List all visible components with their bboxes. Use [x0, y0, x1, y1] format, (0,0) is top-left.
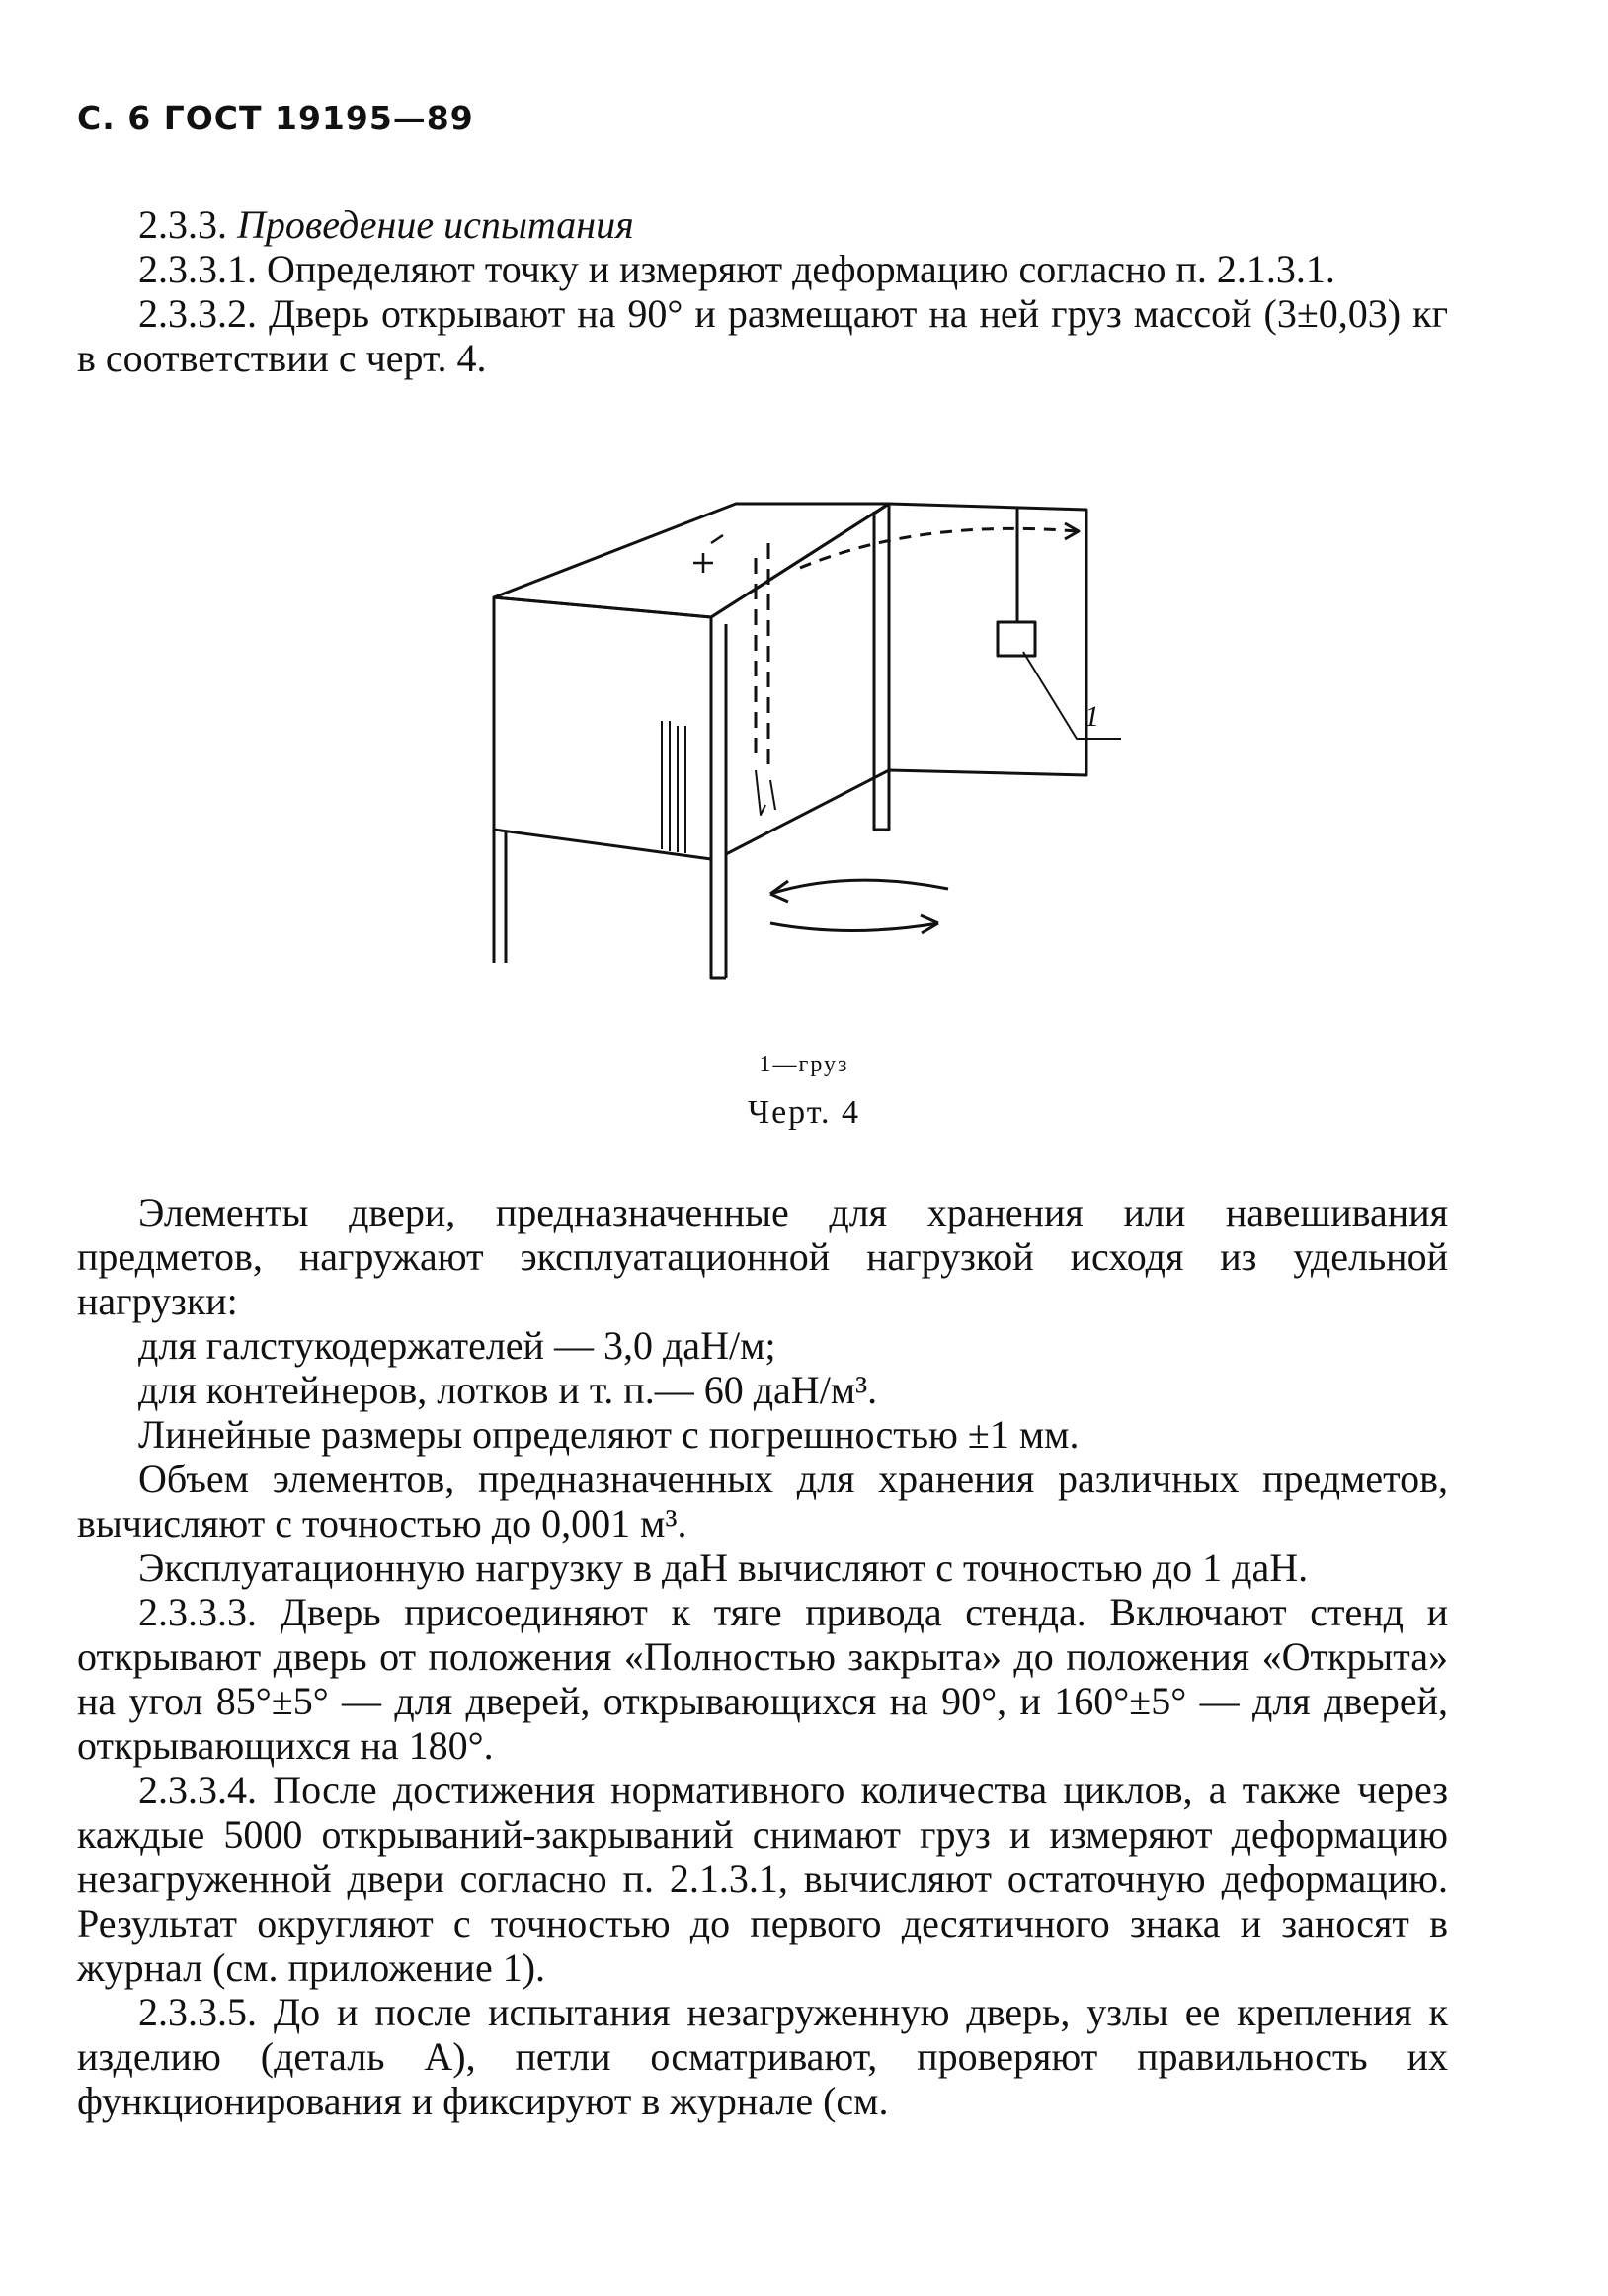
paragraph-door-elements: Элементы двери, предназначенные для хранения или навешивания предметов, нагружают эксплуатационной нагрузкой исходя из удельной нагрузки:: [77, 1190, 1448, 1323]
paragraph-2-3-3-5: 2.3.3.5. До и после испытания незагруженную дверь, узлы ее крепления к изделию (деталь А), петли осматривают, проверяют правильность их функционирования и фиксируют в журнале (см.: [77, 1990, 1448, 2123]
paragraph-2-3-3-4: 2.3.3.4. После достижения нормативного количества циклов, а также через каждые 5000 открываний-закрываний снимают груз и измеряют деформацию незагруженной двери согласно п. 2.1.3.1, вычисляют остаточную деформацию. Результат округляют с точностью до первого десятичного знака и заносят в журнал (см. приложение 1).: [77, 1768, 1448, 1990]
open-door: [889, 504, 1086, 775]
measure-cross: [693, 535, 723, 573]
top-text-block: [77, 202, 1448, 380]
paragraph-2-3-3-2: 2.3.3.2. Дверь открывают на 90° и размещают на ней груз массой (3±0,03) кг в соответствии с черт. 4.: [77, 291, 1448, 380]
closed-door-dashed: [756, 543, 768, 770]
paragraph-volume: Объем элементов, предназначенных для хранения различных предметов, вычисляют с точностью до 0,001 м³.: [77, 1457, 1448, 1545]
figure-caption: Черт. 4: [747, 1094, 861, 1131]
figure-legend: 1—груз: [759, 1052, 849, 1077]
leg-front: [711, 859, 726, 978]
hinge-arrow-1: [756, 770, 765, 815]
front-frame-bottom: [726, 770, 889, 854]
side-shading: [662, 721, 685, 853]
leg-left: [494, 830, 506, 963]
paragraph-load: Эксплуатационную нагрузку в даН вычисляют с точностью до 1 даН.: [138, 1545, 1309, 1590]
swing-arrow-lower: [770, 923, 938, 931]
section-heading: [77, 202, 1448, 247]
hinge-arrow-2: [770, 780, 775, 810]
paragraph-containers: для контейнеров, лотков и т. п.— 60 даН/м³.: [138, 1368, 878, 1412]
page-header: С. 6 ГОСТ 19195—89: [77, 99, 474, 137]
bottom-text-block: [77, 1190, 1448, 2123]
paragraph-2-3-3-3: 2.3.3.3. Дверь присоединяют к тяге привода стенда. Включают стенд и открывают дверь от положения «Полностью закрыта» до положения «Открыта» на угол 85°±5° — для дверей, открывающихся на 90°, и 160°±5° — для дверей, открывающихся на 180°.: [77, 1590, 1448, 1768]
callout-leader: [1023, 652, 1121, 739]
callout-label: 1: [1085, 700, 1099, 733]
front-frame-top: [711, 504, 889, 617]
swing-arrow-upper: [770, 880, 948, 894]
paragraph-linear-sizes: Линейные размеры определяют с погрешностью ±1 мм.: [138, 1412, 1080, 1457]
figure-4-drawing: [474, 474, 1146, 1027]
paragraph-tie-holders: для галстукодержателей — 3,0 даН/м;: [138, 1323, 776, 1368]
section-number: 2.3.3.: [138, 202, 227, 247]
leg-right: [874, 770, 889, 830]
paragraph-2-3-3-1: 2.3.3.1. Определяют точку и измеряют деформацию согласно п. 2.1.3.1.: [138, 247, 1335, 291]
cabinet-top: [494, 504, 889, 617]
section-title: Проведение испытания: [237, 202, 634, 247]
cabinet-drawing-svg: [474, 474, 1146, 1027]
weight-block: [998, 622, 1035, 656]
